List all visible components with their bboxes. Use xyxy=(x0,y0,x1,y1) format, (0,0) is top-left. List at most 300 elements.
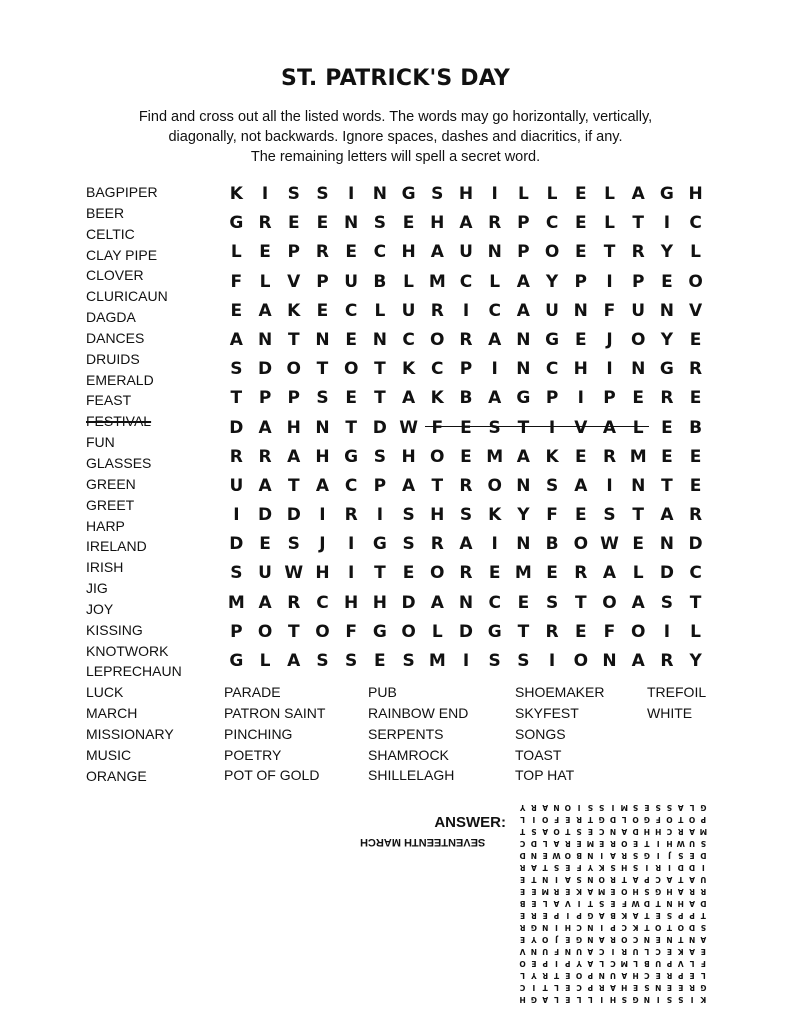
instructions-line: diagonally, not backwards. Ignore spaces, dashes and diacritics, if any. xyxy=(168,129,623,145)
grid-letter: A xyxy=(287,446,301,467)
mini-grid-row xyxy=(517,933,709,945)
word-list-item: TOP HAT xyxy=(515,767,575,784)
grid-letter: S xyxy=(373,213,386,234)
mini-grid-letter: A xyxy=(564,875,571,884)
mini-grid-letter: G xyxy=(700,803,707,812)
grid-letter: E xyxy=(460,446,472,467)
word-list-item: SONGS xyxy=(515,725,566,742)
grid-letter: A xyxy=(488,388,502,409)
mini-grid-letter: P xyxy=(610,923,616,932)
grid-letter: S xyxy=(459,505,473,526)
grid-letter: D xyxy=(229,417,244,438)
mini-grid-letter: R xyxy=(531,911,537,920)
grid-letter: G xyxy=(229,651,244,671)
mini-grid-letter: B xyxy=(519,899,526,908)
mini-grid-letter: S xyxy=(632,803,639,812)
mini-grid-letter: H xyxy=(621,983,628,992)
mini-grid-row xyxy=(517,873,709,885)
grid-letter: T xyxy=(287,475,300,496)
mini-grid-row xyxy=(517,969,709,981)
grid-letter: T xyxy=(517,621,530,642)
grid-letter: E xyxy=(259,534,271,555)
mini-grid-letter: P xyxy=(666,959,673,968)
grid-letter: E xyxy=(689,446,702,467)
mini-grid-letter: A xyxy=(542,995,549,1004)
grid-letter: O xyxy=(688,271,703,292)
grid-letter: E xyxy=(374,651,386,671)
mini-grid-letter: S xyxy=(610,863,616,872)
mini-grid-letter: N xyxy=(587,875,594,884)
mini-grid-letter: Y xyxy=(587,863,594,872)
grid-letter: L xyxy=(546,184,558,204)
mini-grid-letter: R xyxy=(700,887,707,896)
grid-letter: A xyxy=(660,505,674,526)
mini-grid-letter: T xyxy=(587,899,593,908)
grid-letter: L xyxy=(632,417,644,438)
grid-letter: T xyxy=(345,417,357,438)
mini-grid-letter: E xyxy=(565,971,571,980)
mini-grid-letter: T xyxy=(587,815,593,824)
grid-letter: N xyxy=(631,475,646,496)
grid-letter: T xyxy=(287,621,300,642)
grid-letter: I xyxy=(233,505,240,526)
mini-grid-letter: P xyxy=(689,911,695,920)
mini-grid-letter: R xyxy=(576,815,582,824)
mini-grid-letter: I xyxy=(577,899,581,908)
grid-letter: C xyxy=(488,592,501,613)
grid-letter: P xyxy=(517,213,530,234)
mini-grid-letter: G xyxy=(643,815,650,824)
grid-letter: O xyxy=(430,446,445,467)
word-list-column-2 xyxy=(368,682,468,786)
grid-row xyxy=(222,443,710,472)
mini-grid-letter: N xyxy=(530,947,538,956)
grid-letter: O xyxy=(573,534,589,555)
grid-letter: O xyxy=(602,592,617,613)
mini-grid-letter: T xyxy=(565,827,571,836)
grid-letter: O xyxy=(630,329,646,350)
grid-letter: N xyxy=(372,184,387,204)
grid-letter: G xyxy=(372,534,387,555)
mini-grid-row xyxy=(517,825,709,837)
mini-grid-letter: V xyxy=(564,899,571,908)
grid-letter: T xyxy=(661,475,673,496)
mini-grid-letter: T xyxy=(678,815,684,824)
mini-grid-letter: M xyxy=(620,803,629,812)
mini-grid-letter: P xyxy=(553,911,560,920)
word-list-item: PARADE xyxy=(224,684,281,700)
grid-letter: A xyxy=(459,534,473,555)
mini-grid-letter: Y xyxy=(576,959,582,968)
grid-letter: H xyxy=(430,505,445,526)
mini-grid-letter: A xyxy=(689,875,695,884)
mini-grid-letter: R xyxy=(677,827,684,836)
mini-grid-letter: T xyxy=(678,935,684,944)
grid-letter: L xyxy=(431,621,443,642)
grid-letter: E xyxy=(402,213,415,234)
mini-grid-letter: S xyxy=(700,839,707,848)
mini-grid-letter: D xyxy=(700,899,707,908)
grid-letter: M xyxy=(428,271,446,292)
grid-letter: I xyxy=(462,651,470,671)
grid-letter: Y xyxy=(660,329,674,350)
grid-letter: W xyxy=(600,534,619,555)
word-list-item: PATRON SAINT xyxy=(224,704,326,721)
mini-grid-letter: D xyxy=(609,815,617,824)
grid-letter: G xyxy=(229,213,244,234)
grid-letter: D xyxy=(257,359,273,380)
grid-letter: R xyxy=(574,563,588,584)
grid-letter: S xyxy=(316,388,329,409)
grid-letter: U xyxy=(229,475,244,496)
mini-grid-letter: E xyxy=(565,995,571,1004)
word-list-item: BAGPIPER xyxy=(86,184,158,200)
mini-grid-letter: I xyxy=(600,923,604,932)
grid-letter: B xyxy=(373,271,387,292)
mini-grid-letter: G xyxy=(530,923,537,932)
mini-grid-letter: C xyxy=(576,923,582,932)
grid-letter: T xyxy=(316,359,329,380)
mini-grid-letter: E xyxy=(655,935,661,944)
mini-grid-letter: T xyxy=(553,971,560,980)
mini-grid-letter: A xyxy=(610,983,616,992)
grid-letter: S xyxy=(402,505,415,526)
grid-letter: O xyxy=(401,621,416,642)
grid-letter: E xyxy=(517,592,530,613)
grid-letter: O xyxy=(286,359,301,380)
mini-grid-letter: E xyxy=(655,971,661,980)
grid-letter: L xyxy=(374,300,386,321)
grid-letter: A xyxy=(430,242,444,263)
grid-letter: T xyxy=(374,388,386,409)
word-list-column-3 xyxy=(515,682,604,786)
mini-grid-letter: O xyxy=(542,935,549,944)
mini-grid-letter: P xyxy=(587,971,594,980)
mini-grid-letter: D xyxy=(677,863,684,872)
grid-letter: E xyxy=(574,184,587,204)
grid-letter: E xyxy=(316,213,329,234)
mini-grid-letter: L xyxy=(644,947,650,956)
mini-grid-letter: E xyxy=(520,887,526,896)
grid-letter: T xyxy=(287,329,300,350)
mini-grid-letter: D xyxy=(519,851,526,860)
grid-letter: J xyxy=(319,534,326,555)
grid-letter: I xyxy=(663,213,671,234)
word-list-item: SHAMROCK xyxy=(368,746,449,763)
mini-grid-letter: O xyxy=(519,959,526,968)
mini-grid-letter: O xyxy=(666,815,673,824)
mini-grid-letter: E xyxy=(610,887,616,896)
grid-letter: N xyxy=(516,534,531,555)
mini-grid-letter: G xyxy=(598,815,605,824)
word-list-item: TOAST xyxy=(515,746,562,763)
mini-grid-letter: T xyxy=(644,839,650,848)
mini-grid-letter: P xyxy=(678,971,684,980)
mini-grid-letter: H xyxy=(621,863,628,872)
grid-letter: N xyxy=(516,359,531,380)
mini-grid-letter: E xyxy=(520,875,526,884)
grid-letter: S xyxy=(402,534,415,555)
mini-grid-letter: R xyxy=(666,971,673,980)
grid-letter: L xyxy=(690,242,702,263)
grid-letter: S xyxy=(603,505,616,526)
mini-grid-letter: M xyxy=(699,827,708,836)
grid-letter: C xyxy=(431,359,444,380)
mini-grid-letter: T xyxy=(644,923,650,932)
mini-grid-letter: U xyxy=(609,971,617,980)
grid-row xyxy=(222,530,710,559)
mini-grid-letter: C xyxy=(621,923,628,932)
grid-letter: K xyxy=(401,359,416,380)
mini-grid-letter: N xyxy=(643,995,651,1004)
grid-letter: M xyxy=(227,592,245,613)
grid-letter: V xyxy=(287,271,301,292)
grid-letter: E xyxy=(345,329,357,350)
mini-grid-letter: S xyxy=(632,851,639,860)
mini-grid-letter: A xyxy=(610,851,616,860)
grid-letter: T xyxy=(689,592,702,613)
mini-grid-letter: P xyxy=(700,815,707,824)
mini-grid-letter: I xyxy=(555,923,558,932)
mini-grid-letter: R xyxy=(564,839,571,848)
mini-grid-letter: L xyxy=(689,803,695,812)
mini-grid-letter: L xyxy=(542,839,548,848)
grid-letter: O xyxy=(343,359,359,380)
mini-grid-letter: I xyxy=(555,875,558,884)
mini-grid-row xyxy=(517,957,709,969)
mini-grid-letter: H xyxy=(655,827,662,836)
grid-letter: I xyxy=(462,300,470,321)
mini-grid-letter: R xyxy=(519,863,526,872)
mini-grid-letter: E xyxy=(531,887,537,896)
grid-row xyxy=(222,326,710,355)
mini-grid-letter: E xyxy=(542,851,548,860)
mini-grid-letter: E xyxy=(644,803,650,812)
mini-grid-letter: N xyxy=(587,935,594,944)
mini-grid-letter: R xyxy=(610,839,616,848)
grid-letter: T xyxy=(230,388,243,409)
mini-grid-letter: I xyxy=(600,995,604,1004)
grid-letter: I xyxy=(606,359,613,380)
mini-grid-letter: A xyxy=(621,827,628,836)
mini-grid-letter: E xyxy=(542,911,548,920)
grid-letter: S xyxy=(316,651,329,671)
grid-letter: O xyxy=(573,651,589,671)
grid-letter: E xyxy=(632,388,644,409)
grid-letter: A xyxy=(574,475,588,496)
grid-letter: Y xyxy=(689,651,702,671)
grid-letter: E xyxy=(574,621,587,642)
grid-letter: C xyxy=(689,213,702,234)
grid-letter: H xyxy=(430,213,445,234)
instructions-line: Find and cross out all the listed words. The words may go horizontally, vertically, xyxy=(138,109,653,125)
mini-grid-letter: N xyxy=(666,935,673,944)
mini-grid-letter: G xyxy=(530,995,537,1004)
word-list-item: CLAY PIPE xyxy=(86,246,158,263)
word-list-item: WHITE xyxy=(647,704,693,721)
grid-letter: I xyxy=(491,184,498,204)
mini-grid-letter: A xyxy=(587,887,594,896)
grid-letter: R xyxy=(689,359,703,380)
grid-letter: S xyxy=(230,563,243,584)
grid-letter: H xyxy=(315,563,330,584)
word-list-item: GLASSES xyxy=(86,454,152,471)
grid-letter: I xyxy=(348,184,355,204)
mini-grid-letter: O xyxy=(677,923,684,932)
grid-letter: R xyxy=(660,651,674,671)
mini-grid-letter: G xyxy=(700,983,707,992)
word-list-item: MARCH xyxy=(86,705,138,722)
mini-grid-letter: P xyxy=(542,959,548,968)
mini-grid-letter: K xyxy=(677,947,684,956)
mini-grid-letter: E xyxy=(565,983,571,992)
grid-letter: R xyxy=(344,505,358,526)
grid-letter: U xyxy=(258,563,272,584)
grid-letter: D xyxy=(458,621,474,642)
grid-letter: C xyxy=(344,300,358,321)
mini-grid-letter: U xyxy=(655,959,662,968)
grid-letter: R xyxy=(459,329,473,350)
mini-grid-letter: W xyxy=(676,839,685,848)
mini-grid-letter: L xyxy=(588,995,593,1004)
mini-grid-letter: A xyxy=(542,803,549,812)
mini-grid-letter: C xyxy=(598,947,605,956)
mini-grid-letter: P xyxy=(576,911,582,920)
mini-grid-letter: I xyxy=(577,803,581,812)
mini-grid-letter: O xyxy=(688,815,696,824)
grid-letter: R xyxy=(459,563,473,584)
mini-grid-row xyxy=(517,849,709,861)
grid-letter: E xyxy=(689,388,702,409)
mini-grid-letter: C xyxy=(519,839,526,848)
grid-letter: H xyxy=(286,417,301,438)
grid-letter: O xyxy=(315,621,330,642)
mini-grid-row xyxy=(517,885,709,897)
grid-letter: O xyxy=(487,475,502,496)
mini-grid-letter: E xyxy=(565,887,571,896)
mini-grid-letter: A xyxy=(689,827,695,836)
grid-row xyxy=(222,589,710,618)
mini-grid-letter: S xyxy=(587,803,594,812)
grid-letter: O xyxy=(544,242,560,263)
mini-grid-letter: I xyxy=(656,995,660,1004)
mini-grid-letter: P xyxy=(678,911,684,920)
mini-grid-letter: E xyxy=(678,983,684,992)
mini-grid-letter: H xyxy=(632,971,639,980)
grid-row xyxy=(222,297,710,326)
mini-grid-letter: D xyxy=(688,863,696,872)
mini-grid-letter: S xyxy=(576,827,582,836)
mini-grid-letter: E xyxy=(565,935,571,944)
mini-grid-letter: V xyxy=(677,959,684,968)
grid-letter: I xyxy=(319,505,326,526)
grid-letter: C xyxy=(402,329,415,350)
mini-grid-letter: A xyxy=(689,899,695,908)
mini-grid-letter: E xyxy=(599,839,605,848)
grid-letter: L xyxy=(632,563,644,584)
grid-letter: R xyxy=(689,505,703,526)
word-list-item: POETRY xyxy=(224,746,282,763)
mini-grid-letter: O xyxy=(632,815,639,824)
grid-letter: A xyxy=(459,213,473,234)
grid-letter: R xyxy=(430,534,444,555)
grid-letter: T xyxy=(632,505,644,526)
mini-grid-letter: T xyxy=(666,923,673,932)
mini-grid-letter: T xyxy=(655,899,661,908)
word-list-item: PINCHING xyxy=(224,725,293,742)
grid-letter: D xyxy=(688,534,703,555)
grid-letter: O xyxy=(630,621,646,642)
mini-grid-letter: P xyxy=(587,983,594,992)
grid-letter: E xyxy=(574,329,587,350)
mini-grid-letter: H xyxy=(609,995,617,1004)
grid-letter: C xyxy=(459,271,473,292)
mini-grid-letter: N xyxy=(609,827,617,836)
mini-grid-letter: D xyxy=(632,827,639,836)
grid-letter: S xyxy=(287,534,300,555)
mini-grid-letter: M xyxy=(541,887,549,896)
mini-grid-letter: K xyxy=(576,887,582,896)
grid-letter: G xyxy=(659,184,674,204)
word-list-item: RAINBOW END xyxy=(368,704,469,721)
mini-grid-letter: R xyxy=(610,875,616,884)
grid-letter: E xyxy=(345,242,357,263)
grid-row xyxy=(222,355,710,384)
word-list-item: IRELAND xyxy=(86,538,147,555)
mini-grid-letter: F xyxy=(655,815,661,824)
word-list-item: ORANGE xyxy=(86,767,147,784)
word-list-item: SKYFEST xyxy=(515,704,579,721)
grid-letter: E xyxy=(230,300,243,321)
mini-grid-letter: R xyxy=(542,971,549,980)
grid-letter: I xyxy=(348,534,355,555)
mini-grid-letter: T xyxy=(700,911,706,920)
mini-grid-letter: S xyxy=(666,803,673,812)
mini-grid-letter: E xyxy=(633,839,639,848)
grid-letter: A xyxy=(258,592,272,613)
grid-letter: I xyxy=(491,534,498,555)
word-list-item: LUCK xyxy=(86,684,124,701)
word-list-item: CELTIC xyxy=(86,225,135,242)
mini-grid-letter: E xyxy=(520,935,526,944)
grid-letter: T xyxy=(374,359,386,380)
grid-letter: N xyxy=(659,534,675,555)
mini-grid-letter: Y xyxy=(519,803,526,812)
mini-grid-letter: T xyxy=(520,827,526,836)
grid-letter: N xyxy=(487,242,502,263)
mini-grid-letter: O xyxy=(564,851,571,860)
grid-letter: P xyxy=(316,271,329,292)
mini-grid-letter: H xyxy=(632,887,639,896)
grid-letter: A xyxy=(516,271,530,292)
grid-letter: A xyxy=(229,329,243,350)
answer-label: ANSWER: xyxy=(434,814,506,831)
grid-letter: E xyxy=(689,475,702,496)
grid-letter: H xyxy=(401,446,416,467)
mini-grid-letter: Y xyxy=(531,971,537,980)
grid-letter: G xyxy=(516,388,531,409)
grid-letter: M xyxy=(428,651,446,671)
mini-grid-row xyxy=(517,993,709,1005)
word-list-item: EMERALD xyxy=(86,371,154,388)
mini-grid-letter: C xyxy=(610,959,616,968)
grid-letter: F xyxy=(230,271,243,292)
grid-letter: G xyxy=(372,621,387,642)
mini-grid-letter: F xyxy=(576,863,582,872)
mini-grid-letter: J xyxy=(555,935,558,944)
grid-letter: E xyxy=(402,563,415,584)
mini-grid-letter: E xyxy=(655,911,661,920)
